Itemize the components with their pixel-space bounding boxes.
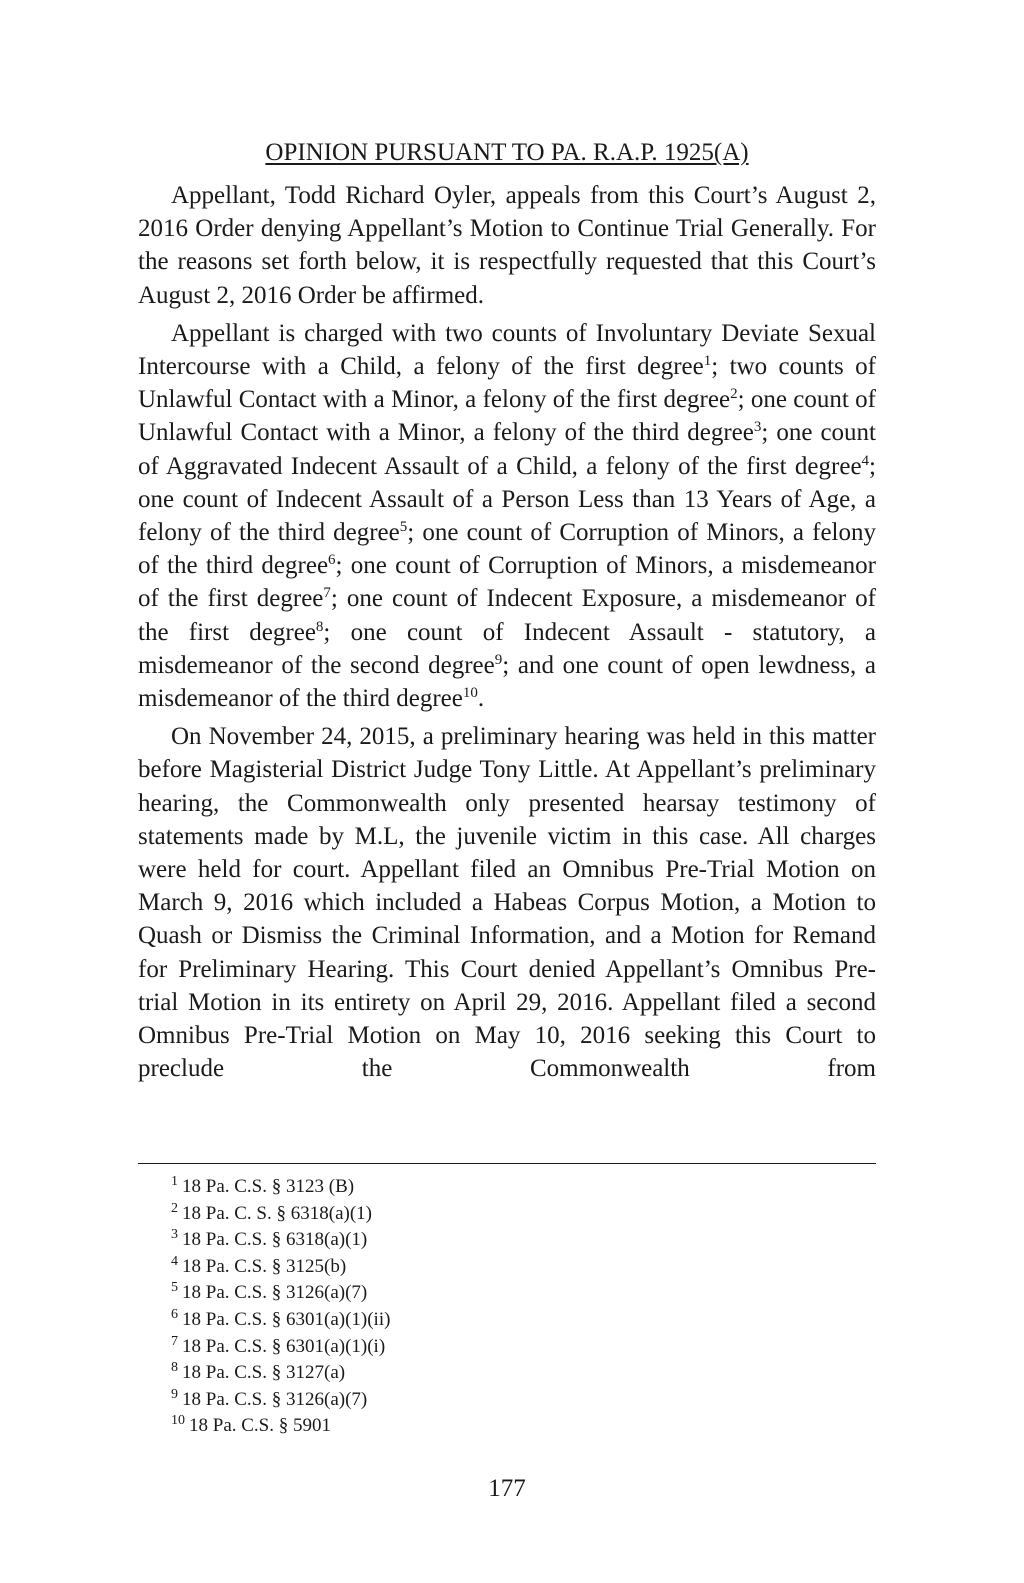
footnote-mark: 3 [171,1227,178,1243]
paragraph-2-text: ; one count of Aggravated Indecent Assault of a Child, a felony of the first degree [138,419,876,480]
footnote-ref-9: 9 [494,651,503,668]
paragraph-2-text: ; one count of Indecent Assault - statutory, a misdemeanor of the second degree [138,618,876,679]
document-body [138,179,876,1090]
paragraph-3: On November 24, 2015, a preliminary hearing was held in this matter before Magisterial District Judge Tony Little. At Appellant’s preliminary hearing, the Commonwealth only presented hearsay testimony of statements made by M.L, the juvenile victim in this case. All charges were held for court. Appellant filed an Omnibus Pre-Trial Motion on March 9, 2016 which included a Habeas Corpus Motion, a Motion to Quash or Dismiss the Criminal Information, and a Motion for Remand for Preliminary Hearing. This Court denied Appellant’s Omnibus Pre-trial Motion in its entirety on April 29, 2016. Appellant filed a second Omnibus Pre-Trial Motion on May 10, 2016 seeking this Court to preclude the Commonwealth from [138,723,876,1083]
footnote-text: 18 Pa. C.S. § 3123 (B) [182,1176,355,1197]
footnote-ref-7: 7 [323,585,331,602]
paragraph-2-text: Appellant is charged with two counts of Involuntary Deviate Sexual Intercourse with a Child, a felony of the first degree [138,319,876,381]
paragraph-2-text: ; one count of Corruption of Minors, a felony of the third degree [138,519,876,580]
footnote-4 [171,1254,871,1281]
footnote-7 [171,1334,871,1361]
page-title [138,136,876,169]
footnote-ref-2: 2 [730,386,738,403]
paragraph-2-text: . [477,685,485,713]
footnote-text: 18 Pa. C.S. § 5901 [189,1415,331,1437]
footnote-ref-5: 5 [399,519,408,536]
footnote-text: 18 Pa. C.S. § 6301(a)(1)(ii) [182,1308,391,1330]
footnote-3 [171,1227,871,1254]
footnote-text: 18 Pa. C.S. § 3127(a) [182,1362,346,1384]
footnote-mark: 6 [171,1306,178,1322]
footnote-text: 18 Pa. C.S. § 3125(b) [182,1255,347,1277]
page-title-text: OPINION PURSUANT TO PA. R.A.P. 1925(A) [265,139,749,166]
footnote-text: 18 Pa. C.S. § 6318(a)(1) [182,1229,368,1251]
footnote-mark: 8 [171,1360,178,1376]
footnote-ref-8: 8 [315,618,324,635]
paragraph-2-text: ; one count of Corruption of Minors, a misdemeanor of the first degree [138,552,876,613]
footnote-ref-4: 4 [861,452,870,469]
footnote-8 [171,1360,871,1387]
footnote-ref-10: 10 [462,685,478,702]
footnote-mark: 2 [171,1200,178,1216]
footnote-mark: 9 [171,1386,178,1402]
footnote-mark: 10 [171,1413,185,1429]
paragraph-2 [138,317,876,715]
footnote-text: 18 Pa. C.S. § 6301(a)(1)(i) [182,1335,386,1357]
footnote-6 [171,1307,871,1334]
paragraph-1: Appellant, Todd Richard Oyler, appeals from this Court’s August 2, 2016 Order denying Appellant’s Motion to Continue Trial Generally. For the reasons set forth below, it is respectfully requested that this Court’s August 2, 2016 Order be affirmed. [138,182,876,309]
footnote-text: 18 Pa. C.S. § 3126(a)(7) [182,1388,368,1410]
footnote-ref-6: 6 [328,552,336,569]
paragraph-2-text: ; one count of Unlawful Contact with a Minor, a felony of the third degree [138,386,877,447]
footnote-ref-3: 3 [753,419,762,436]
footnotes [171,1174,871,1440]
footnote-1 [171,1174,871,1201]
footnote-5 [171,1280,871,1307]
footnote-2 [171,1201,871,1228]
paragraph-2-text: ; one count of Indecent Exposure, a misdemeanor of the first degree [138,585,876,646]
paragraph-2-text: ; one count of Indecent Assault of a Person Less than 13 Years of Age, a felony of the third degree [138,452,876,547]
footnote-text: 18 Pa. C. S. § 6318(a)(1) [182,1202,372,1224]
footnote-9 [171,1387,871,1414]
page-number: 177 [488,1475,526,1502]
footnote-mark: 5 [171,1280,178,1296]
footnote-divider [138,1163,876,1164]
paragraph-2-text: ; and one count of open lewdness, a misdemeanor of the third degree [138,651,876,713]
footnote-ref-1: 1 [703,353,712,370]
document-page [138,0,876,1583]
footnote-text: 18 Pa. C.S. § 3126(a)(7) [182,1282,368,1304]
paragraph-2-text: ; two counts of Unlawful Contact with a Minor, a felony of the first degree [138,353,876,414]
footnote-mark: 1 [171,1174,178,1189]
footnote-10 [171,1413,871,1440]
footnote-mark: 4 [171,1253,178,1269]
footnote-mark: 7 [171,1333,178,1349]
